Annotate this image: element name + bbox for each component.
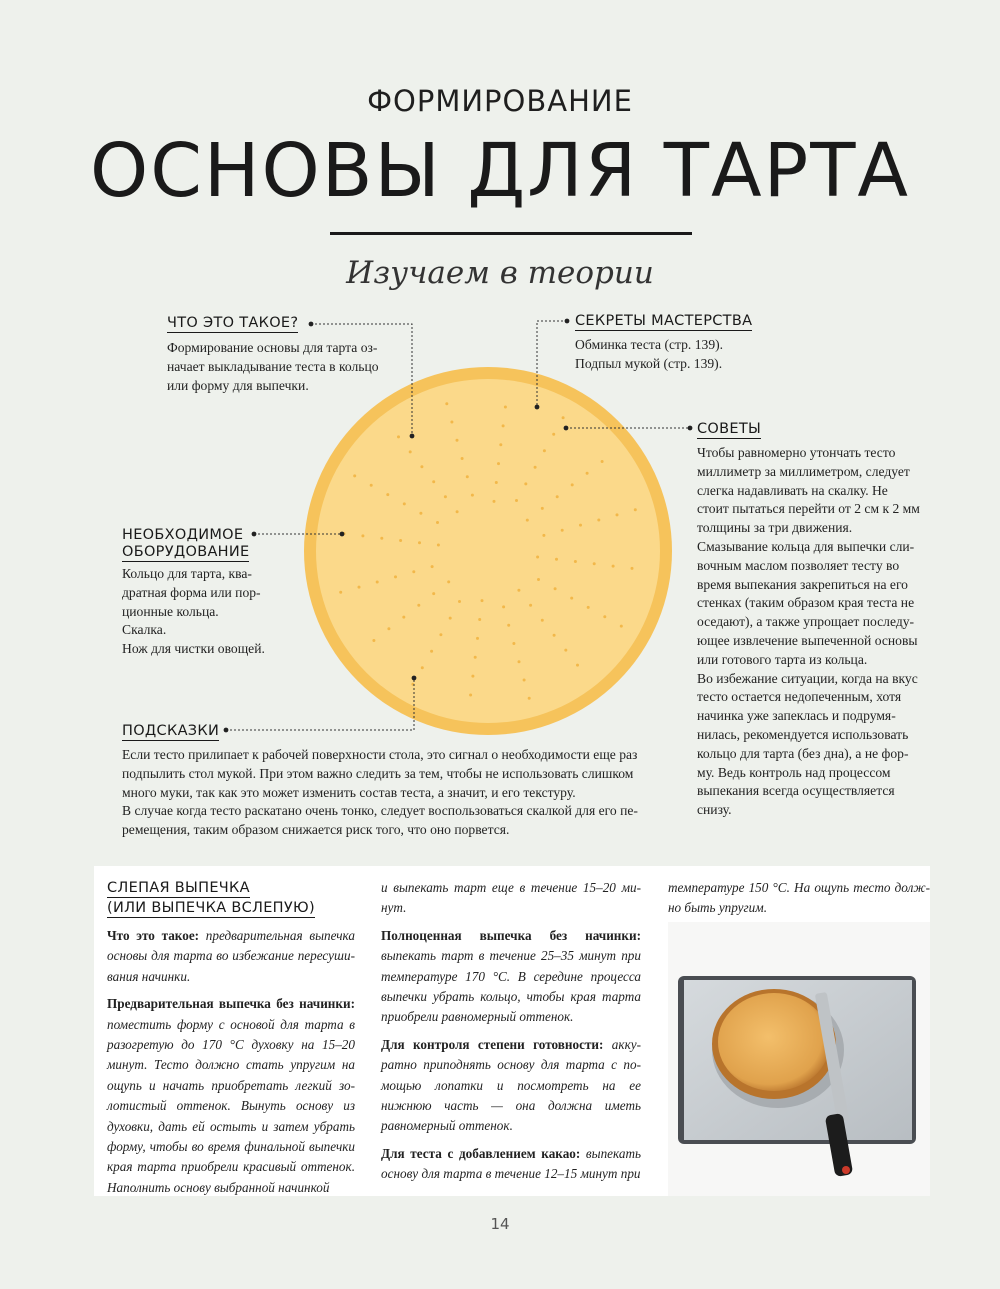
pricking-dot xyxy=(412,570,415,573)
page-title: ОСНОВЫ ДЛЯ ТАРТА xyxy=(89,128,911,214)
pricking-dot xyxy=(529,604,532,607)
text-line: Формирование основы для тарта оз- xyxy=(167,340,378,355)
pricking-dot xyxy=(445,402,448,405)
pricking-dot xyxy=(370,484,373,487)
text-line: Смазывание кольца для выпечки сли- xyxy=(697,538,915,554)
pricking-dot xyxy=(436,521,439,524)
text-line: слегка надавливать на скалку. Не xyxy=(697,482,888,498)
pricking-dot xyxy=(524,482,527,485)
blind-column-3 xyxy=(668,878,930,926)
pricking-dot xyxy=(466,475,469,478)
pricking-dot xyxy=(512,642,515,645)
text-line: подпылить стол мукой. При этом важно следить за тем, чтобы не использовать слишком xyxy=(122,765,634,781)
pricking-dot xyxy=(458,600,461,603)
text-line: толщины за три движения. xyxy=(697,520,853,536)
title-underline xyxy=(330,232,692,235)
text-line: Подпыл мукой (стр. 139). xyxy=(575,355,723,371)
text-line: стоит пытаться перейти от 2 см к 2 мм xyxy=(697,501,920,517)
pricking-dot xyxy=(449,617,452,620)
pricking-dot xyxy=(552,433,555,436)
text-line: кольцо для тарта (без дна), а не фор- xyxy=(697,745,909,761)
pricking-dot xyxy=(432,480,435,483)
secrets-text xyxy=(575,336,775,374)
text-line: Нож для чистки овощей. xyxy=(122,641,265,657)
cocoa-bold: Для теста с добавлением какао: xyxy=(381,1145,581,1161)
pricking-dot xyxy=(478,618,481,621)
blind-column-1 xyxy=(107,926,355,1205)
what-is-text xyxy=(167,339,407,395)
hints-text xyxy=(122,746,682,840)
pricking-dot xyxy=(612,565,615,568)
pricking-dot xyxy=(476,637,479,640)
pricking-dot xyxy=(394,575,397,578)
pricking-dot xyxy=(561,529,564,532)
text-line: начает выкладывание теста в кольцо xyxy=(167,358,379,374)
text-line: время выпекания закрепиться на его xyxy=(697,576,908,592)
text-line: Обминка теста (стр. 139). xyxy=(575,337,724,352)
text-line: много муки, так как это может изменить состав теста, а значит, и его текстуру. xyxy=(122,784,576,800)
pricking-dot xyxy=(541,619,544,622)
pricking-dot xyxy=(542,534,545,537)
page-subtitle: Изучаем в теории xyxy=(346,255,654,291)
pricking-dot xyxy=(358,586,361,589)
pricking-dot xyxy=(403,502,406,505)
pricking-dot xyxy=(439,633,442,636)
pricking-dot xyxy=(474,656,477,659)
doneness-text: аккуратно приподнять основу для тарта с помощью лопатки и посмотреть на ее нижнюю часть — она должна иметь равномерный оттенок. xyxy=(381,1036,641,1134)
pricking-dot xyxy=(420,465,423,468)
pricking-dot xyxy=(421,666,424,669)
pricking-dot xyxy=(481,599,484,602)
prebake-bold: Предварительная выпечка без начинки: xyxy=(107,996,355,1012)
pricking-dot xyxy=(419,512,422,515)
text-line: В случае когда тесто раскатано очень тонко, следует воспользоваться скалкой для его пе- xyxy=(122,803,638,819)
pricking-dot xyxy=(444,495,447,498)
pricking-dot xyxy=(431,565,434,568)
hints-label: ПОДСКАЗКИ xyxy=(122,723,220,739)
text-line: Если тесто прилипает к рабочей поверхности стола, это сигнал о необходимости еще раз xyxy=(122,747,638,762)
tart-photo xyxy=(668,922,930,1196)
pricking-dot xyxy=(597,519,600,522)
pricking-dot xyxy=(456,439,459,442)
pricking-dot xyxy=(631,567,634,570)
pricking-dot xyxy=(620,625,623,628)
pricking-dot xyxy=(372,639,375,642)
text-line: ремещения, таким образом снижается риск того, что оно порвется. xyxy=(122,822,510,838)
pricking-dot xyxy=(376,581,379,584)
prebake-continued: и выпекать тарт еще в течение 15–20 минут. xyxy=(381,880,641,916)
pricking-dot xyxy=(386,493,389,496)
pricking-dot xyxy=(576,664,579,667)
pricking-dot xyxy=(564,649,567,652)
pricking-dot xyxy=(499,443,502,446)
pricking-dot xyxy=(616,513,619,516)
text-line: выпекания всегда осуществляется xyxy=(697,783,895,799)
pricking-dot xyxy=(553,634,556,637)
pricking-dot xyxy=(586,472,589,475)
cocoa-text: выпекать основу для тарта в течение 12–15 минут при xyxy=(381,1145,641,1182)
tart-base xyxy=(718,993,830,1091)
pricking-dot xyxy=(523,679,526,682)
fullbake-bold: Полноценная выпечка без начинки: xyxy=(381,927,641,943)
pricking-dot xyxy=(534,466,537,469)
hints-heading xyxy=(122,723,219,740)
pricking-dot xyxy=(574,560,577,563)
pricking-dot xyxy=(579,524,582,527)
pricking-dot xyxy=(430,650,433,653)
text-line: ционные кольца. xyxy=(122,603,219,619)
pricking-dot xyxy=(554,587,557,590)
prebake-text: поместить форму с основой для тарта в разогретую до 170 °С духовку на 15–20 минут. Тесто должно стать упругим на ощупь и начать приобретать легкий золотистый оттенок. Вынуть основу из духовки, дать ей остыть и затем убрать форму, чтобы во время финальной выпечки края тарта приобрели красивый оттенок. Наполнить основу выбранной начинкой xyxy=(107,1016,355,1195)
pricking-dot xyxy=(518,660,521,663)
pricking-dot xyxy=(502,424,505,427)
pricking-dot xyxy=(497,462,500,465)
pricking-dot xyxy=(339,591,342,594)
pricking-dot xyxy=(471,494,474,497)
pricking-dot xyxy=(456,510,459,513)
text-line: Кольцо для тарта, ква- xyxy=(122,566,252,581)
pricking-dot xyxy=(409,450,412,453)
pricking-dot xyxy=(387,627,390,630)
blind-column-2 xyxy=(381,878,641,1192)
pricking-dot xyxy=(380,537,383,540)
text-line: ющее извлечение выпеченной основы xyxy=(697,632,918,648)
tips-label: СОВЕТЫ xyxy=(697,421,762,437)
dough-disc xyxy=(316,379,660,723)
pricking-dot xyxy=(526,519,529,522)
tart-photo-drawing xyxy=(668,922,930,1196)
pricking-dot xyxy=(571,483,574,486)
pricking-dot xyxy=(541,507,544,510)
pricking-dot xyxy=(603,615,606,618)
blind-label-line1: СЛЕПАЯ ВЫПЕЧКА xyxy=(107,880,250,896)
pricking-dot xyxy=(437,544,440,547)
pricking-dot xyxy=(397,435,400,438)
pricking-dot xyxy=(471,675,474,678)
pricking-dot xyxy=(447,580,450,583)
text-line: оседают), а также упрощает последу- xyxy=(697,614,915,630)
equipment-label-line2: ОБОРУДОВАНИЕ xyxy=(122,544,250,560)
pricking-dot xyxy=(461,457,464,460)
text-line: Во избежание ситуации, когда на вкус xyxy=(697,670,918,686)
pricking-dot xyxy=(601,460,604,463)
pricking-dot xyxy=(517,589,520,592)
secrets-heading xyxy=(575,313,752,330)
text-line: нилась, рекомендуется использовать xyxy=(697,726,909,742)
tips-text xyxy=(697,444,942,820)
pricking-dot xyxy=(555,558,558,561)
cocoa-continued: температуре 150 °С. На ощупь тесто должно быть упругим. xyxy=(668,880,930,916)
secrets-label: СЕКРЕТЫ МАСТЕРСТВА xyxy=(575,313,753,329)
pricking-dot xyxy=(361,534,364,537)
text-line: вочным маслом позволяет тесту во xyxy=(697,557,900,573)
doneness-bold: Для контроля степени готовности: xyxy=(381,1036,604,1052)
pricking-dot xyxy=(417,604,420,607)
text-line: му. Ведь контроль над процессом xyxy=(697,764,891,780)
pricking-dot xyxy=(432,592,435,595)
pricking-dot xyxy=(502,605,505,608)
pricking-dot xyxy=(402,616,405,619)
equipment-text xyxy=(122,565,292,659)
equipment-label-line1: НЕОБХОДИМОЕ xyxy=(122,527,244,543)
pricking-dot xyxy=(537,578,540,581)
pricking-dot xyxy=(504,406,507,409)
text-line: миллиметр за миллиметром, следует xyxy=(697,463,910,479)
what-is-def: предварительная выпечка основы для тарта во избежание пересушивания начинки. xyxy=(107,928,355,984)
fullbake-text: выпекать тарт в течение 25–35 минут при температуре 170 °С. В середине процесса выпечки убрать кольцо, чтобы края тарта приобрели равномерный оттенок. xyxy=(381,948,641,1025)
text-line: дратная форма или пор- xyxy=(122,584,261,600)
pricking-dot xyxy=(528,697,531,700)
pricking-dot xyxy=(515,499,518,502)
pricking-dot xyxy=(556,495,559,498)
text-line: стенках (таким образом края теста не xyxy=(697,595,915,611)
pricking-dot xyxy=(399,539,402,542)
text-line: или форму для выпечки. xyxy=(167,377,309,393)
pricking-dot xyxy=(469,694,472,697)
text-line: тесто остается недопеченным, хотя xyxy=(697,689,902,705)
pricking-dot xyxy=(536,556,539,559)
blind-baking-heading xyxy=(107,878,315,918)
blind-label-line2: (ИЛИ ВЫПЕЧКА ВСЛЕПУЮ) xyxy=(107,900,315,916)
pricking-dot xyxy=(543,449,546,452)
text-line: или готового тарта из кольца. xyxy=(697,651,868,667)
pricking-dot xyxy=(562,416,565,419)
pricking-dot xyxy=(450,421,453,424)
pricking-dot xyxy=(507,624,510,627)
tips-heading xyxy=(697,421,761,438)
what-is-heading xyxy=(167,315,298,332)
pricking-dot xyxy=(495,481,498,484)
pricking-dot xyxy=(418,541,421,544)
text-line: Скалка. xyxy=(122,622,167,638)
pricking-dot xyxy=(570,597,573,600)
pricking-dot xyxy=(634,508,637,511)
pricking-dot xyxy=(493,500,496,503)
equipment-heading xyxy=(122,527,249,561)
pricking-dot xyxy=(587,606,590,609)
text-line: начинка уже запеклась и подрумя- xyxy=(697,708,896,724)
what-is-label: ЧТО ЭТО ТАКОЕ? xyxy=(167,315,299,331)
pricking-dot xyxy=(593,562,596,565)
text-line: снизу. xyxy=(697,802,732,818)
pricking-dot xyxy=(353,474,356,477)
page-number: 14 xyxy=(490,1215,510,1233)
what-is-bold: Что это такое: xyxy=(107,928,200,943)
text-line: Чтобы равномерно утончать тесто xyxy=(697,445,896,460)
section-kicker: ФОРМИРОВАНИЕ xyxy=(367,84,633,118)
